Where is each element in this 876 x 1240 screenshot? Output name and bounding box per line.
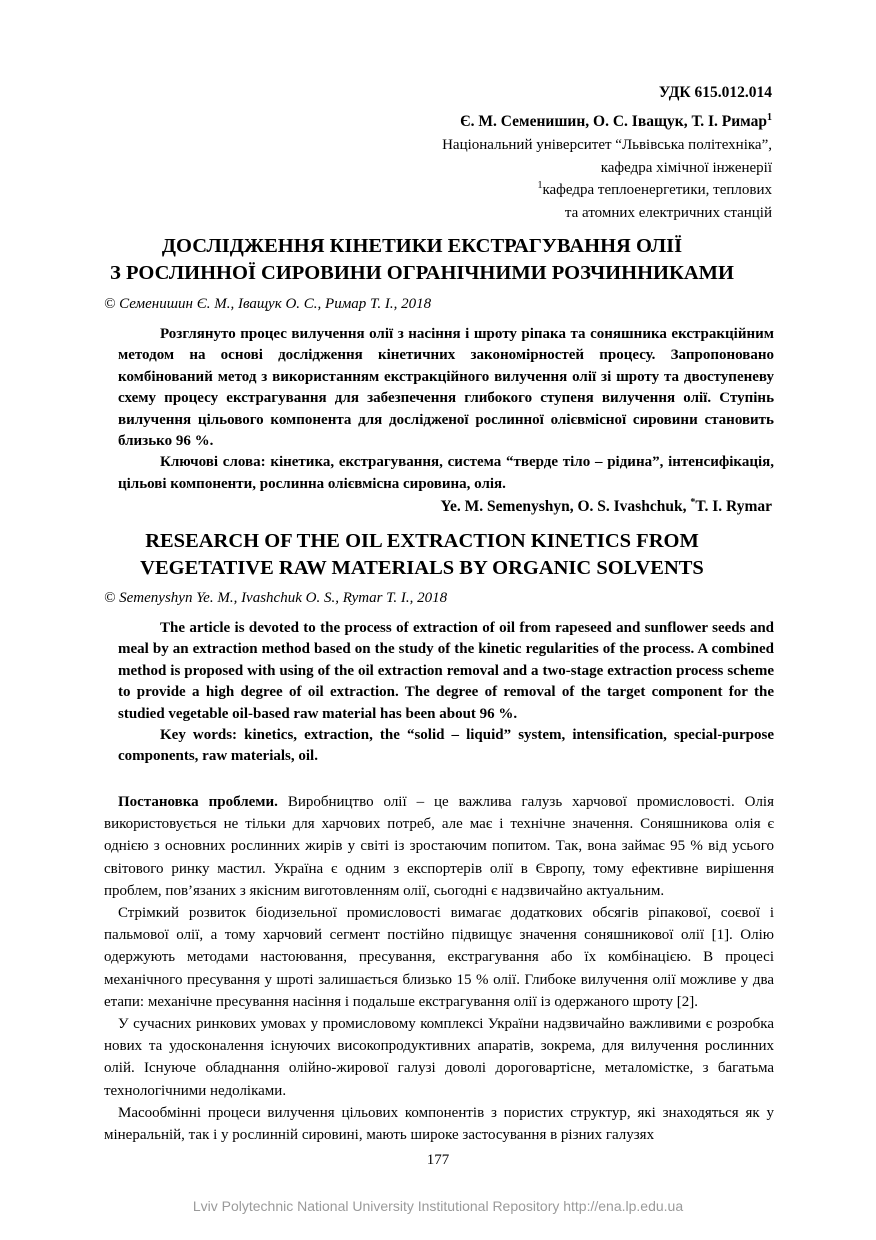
abstract-en xyxy=(118,618,774,768)
title-ua-line-1: ДОСЛІДЖЕННЯ КІНЕТИКИ ЕКСТРАГУВАННЯ ОЛІЇ xyxy=(161,235,683,257)
authors-ua-sup: 1 xyxy=(767,111,772,123)
title-en-line-2: VEGETATIVE RAW MATERIALS BY ORGANIC SOLVENTS xyxy=(140,557,704,579)
abstract-ua xyxy=(118,324,774,495)
body-text xyxy=(104,791,774,1146)
title-ua xyxy=(60,233,784,287)
authors-ua xyxy=(460,113,772,131)
affiliation2-line-1: $^1$кафедра теплоенергетики, теплових xyxy=(537,180,772,198)
repository-footer: Lviv Polytechnic National University Institutional Repository http://ena.lp.edu.ua xyxy=(192,1198,684,1214)
body-paragraph-1: Постановка проблеми. Виробництво олії – це важлива галузь харчової промисловості. Олія використовується не тільки для харчових потреб, але має і технічне значення. Соняшникова олія є однією з основних рослинних жирів у світі із зростаючим попитом. Так, вона займає 95 % від усього світового ринку мастил. Україна є одним з експортерів олії в Європу, тому ефективне вирішення проблем, пов’язаних з якісним виготовленням олії, сьогодні є надзвичайно актуальним. xyxy=(104,794,774,899)
keywords-en: Key words: kinetics, extraction, the “solid – liquid” system, intensification, special-purpose components, raw materials, oil. xyxy=(118,727,774,765)
body-paragraph-3: У сучасних ринкових умовах у промисловому комплексі України надзвичайно важливими є розробка нових та удосконалення існуючих високопродуктивних апаратів, зокрема, для вилучення рослинних олій. Існуюче обладнання олійно-жирової галузі доволі дороговартісне, металомістке, з багатьма технологічними недоліками. xyxy=(104,1016,774,1099)
authors-en-sup: * xyxy=(690,496,696,508)
copyright-en: © Semenyshyn Ye. M., Ivashchuk O. S., Rymar T. I., 2018 xyxy=(104,590,448,606)
body-paragraph-2: Стрімкий розвиток біодизельної промисловості вимагає додаткових обсягів ріпакової, соєвої і пальмової олії, а тому харчовий сегмент постійно підвищує значення соняшникової олії [1]. Олію одержують методами настоювання, пресування, екстрагування або їх комбінацією. В процесі механічного пресування у шроті залишається близько 15 % олії. Глибоке вилучення олії можливе у два етапи: механічне пресування насіння і подальше екстрагування олії із одержаного шроту [2]. xyxy=(104,905,774,1010)
body-paragraph-4: Масообмінні процеси вилучення цільових компонентів з пористих структур, які знаходяться як у мінеральній, так і у рослинній сировині, мають широке застосування в різних галузях xyxy=(104,1104,774,1144)
page-number: 177 xyxy=(426,1152,450,1168)
keywords-ua: Ключові слова: кінетика, екстрагування, система “тверде тіло – рідина”, інтенсифікація, цільові компоненти, рослинна олієвмісна сировина, олія. xyxy=(118,454,774,492)
affiliation-line-1: Національний університет “Львівська політехніка”, xyxy=(442,137,772,153)
abstract-ua-text: Розглянуто процес вилучення олії з насіння і шроту ріпака та соняшника екстракційним методом на основі дослідження кінетичних закономірностей процесу. Запропоновано комбінований метод з використанням екстракційного вилучення олії зі шроту та двоступеневу схему процесу екстрагування для забезпечення глибокого ступеня вилучення олії. Ступінь вилучення цільового компонента для дослідженої рослинної олієвмісної сировини становить близько 96 %. xyxy=(118,326,774,450)
title-en-line-1: RESEARCH OF THE OIL EXTRACTION KINETICS FROM xyxy=(145,530,699,552)
copyright-ua: © Семенишин Є. М., Іващук О. С., Римар Т. І., 2018 xyxy=(104,296,432,312)
authors-en: Ye. M. Semenyshyn, O. S. Ivashchuk, *T. I. Rymar xyxy=(440,496,772,515)
affiliation2-sup: 1 xyxy=(537,180,543,191)
abstract-en-text: The article is devoted to the process of extraction of oil from rapeseed and sunflower seeds and meal by an extraction method based on the study of the kinetic regularities of the process. A combined method is proposed with using of the oil extraction removal and a two-stage extraction process scheme to provide a high degree of oil extraction. The degree of removal of the target component for the studied vegetable oil-based raw material has been about 96 %. xyxy=(118,620,774,722)
affiliation-line-2: кафедра хімічної інженерії xyxy=(600,159,772,176)
authors-ua-names: Є. М. Семенишин, О. С. Іващук, Т. І. Римар xyxy=(460,113,767,130)
udk-code: УДК 615.012.014 xyxy=(658,84,772,101)
title-ua-line-2: З РОСЛИННОЇ СИРОВИНИ ОГРАНІЧНИМИ РОЗЧИННИКАМИ xyxy=(110,262,734,284)
affiliation2-line-2: та атомних електричних станцій xyxy=(564,204,772,221)
affiliations xyxy=(442,134,772,224)
section-heading: Постановка проблеми. xyxy=(118,794,278,810)
title-en xyxy=(60,528,784,582)
